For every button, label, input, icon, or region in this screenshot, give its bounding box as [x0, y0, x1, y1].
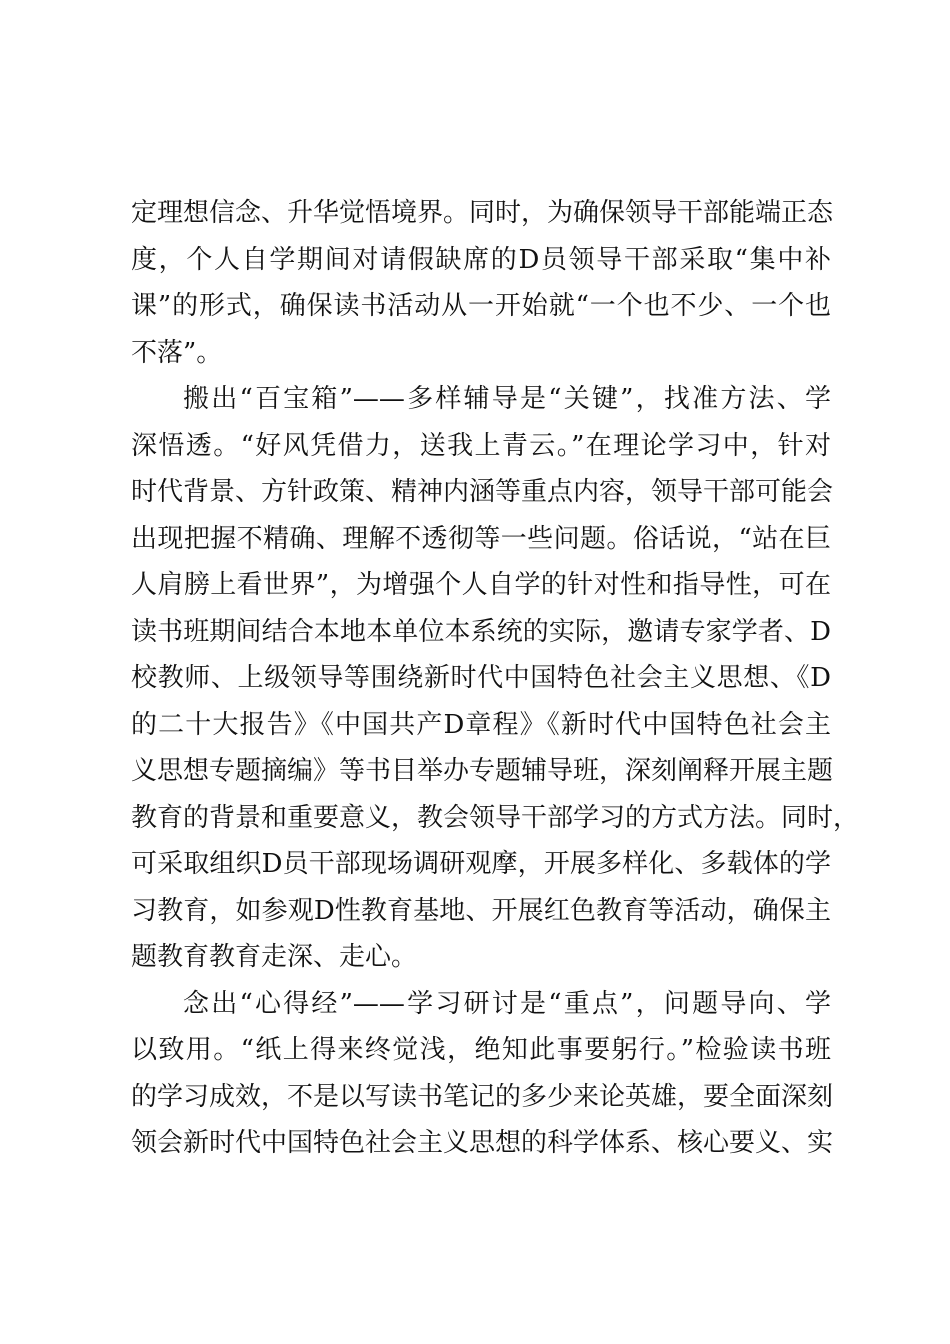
text-line: 人肩膀上看世界”，为增强个人自学的针对性和指导性，可在	[131, 570, 831, 600]
text-line: 度，个人自学期间对请假缺席的D员领导干部采取“集中补	[131, 244, 831, 275]
text-line: 义思想专题摘编》等书目举办专题辅导班，深刻阐释开展主题	[131, 756, 834, 786]
text-line: 念出“心得经”——学习研讨是“重点”，问题导向、学	[183, 988, 831, 1019]
text-line: 可采取组织D员干部现场调研观摩，开展多样化、多载体的学	[131, 849, 831, 879]
text-line: 的学习成效，不是以写读书笔记的多少来论英雄，要全面深刻	[131, 1081, 834, 1112]
text-line: 出现把握不精确、理解不透彻等一些问题。俗话说，“站在巨	[131, 523, 831, 554]
paragraph	[131, 981, 834, 1167]
text-line: 深悟透。“好风凭借力，送我上青云。”在理论学习中，针对	[131, 430, 831, 461]
text-line: 领会新时代中国特色社会主义思想的科学体系、核心要义、实	[131, 1128, 834, 1158]
text-line: 定理想信念、升华觉悟境界。同时，为确保领导干部能端正态	[131, 198, 834, 228]
document-body	[131, 190, 860, 1167]
text-line: 教育的背景和重要意义，教会领导干部学习的方式方法。同时，	[131, 802, 860, 833]
text-line: 校教师、上级领导等围绕新时代中国特色社会主义思想、《D	[131, 663, 831, 693]
paragraph	[131, 376, 860, 981]
text-line: 以致用。“纸上得来终觉浅，绝知此事要躬行。”检验读书班	[131, 1035, 831, 1065]
text-line: 搬出“百宝箱”——多样辅导是“关键”，找准方法、学	[183, 384, 831, 414]
text-line: 的二十大报告》《中国共产D章程》《新时代中国特色社会主	[131, 709, 831, 740]
text-line: 不落”。	[131, 337, 223, 368]
paragraph	[131, 190, 834, 376]
text-line: 时代背景、方针政策、精神内涵等重点内容，领导干部可能会	[131, 477, 834, 507]
text-line: 习教育，如参观D性教育基地、开展红色教育等活动，确保主	[131, 895, 831, 926]
text-line: 读书班期间结合本地本单位本系统的实际，邀请专家学者、D	[131, 616, 831, 647]
text-line: 课”的形式，确保读书活动从一开始就“一个也不少、一个也	[131, 291, 831, 321]
text-line: 题教育教育走深、走心。	[131, 942, 418, 972]
